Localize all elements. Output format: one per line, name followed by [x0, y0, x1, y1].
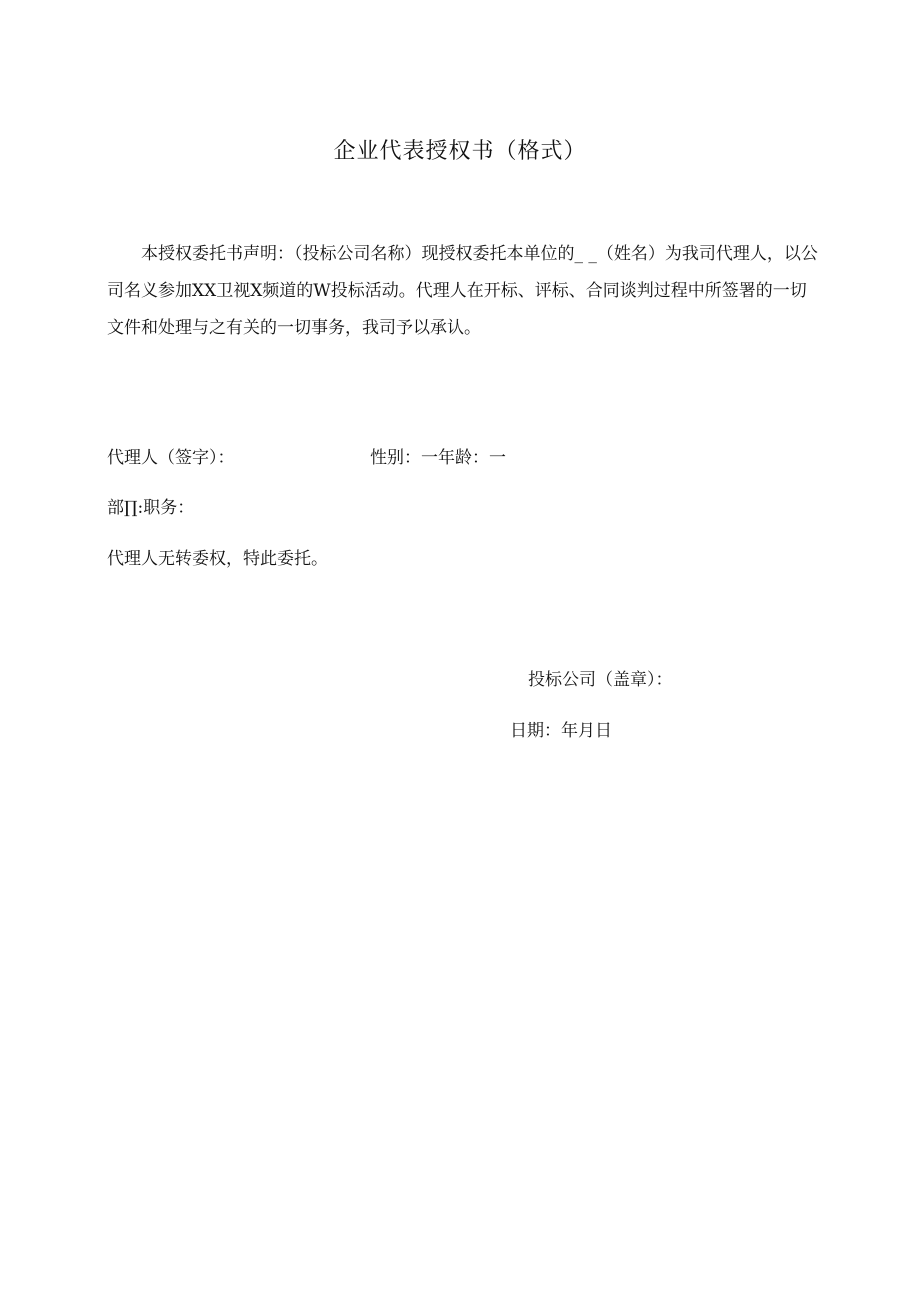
department-position-label: 部∏:职务： [107, 498, 195, 518]
gender-age-label: 性别：一年龄：一 [370, 448, 506, 468]
authorization-body [107, 236, 819, 347]
no-transfer-note: 代理人无转委权，特此委托。 [107, 549, 328, 569]
company-seal-label: 投标公司（盖章）： [528, 670, 673, 690]
date-label: 日期：年月日 [510, 721, 612, 741]
agent-signature-label: 代理人（签字）： [107, 448, 235, 468]
document-title: 企业代表授权书（格式） [333, 139, 587, 164]
authorization-paragraph: 本授权委托书声明：（投标公司名称）现授权委托本单位的_ _（姓名）为我司代理人，以公司名义参加XX卫视X频道的W投标活动。代理人在开标、评标、合同谈判过程中所签署的一切文件和处理与之有关的一切事务，我司予以承认。 [107, 244, 818, 338]
